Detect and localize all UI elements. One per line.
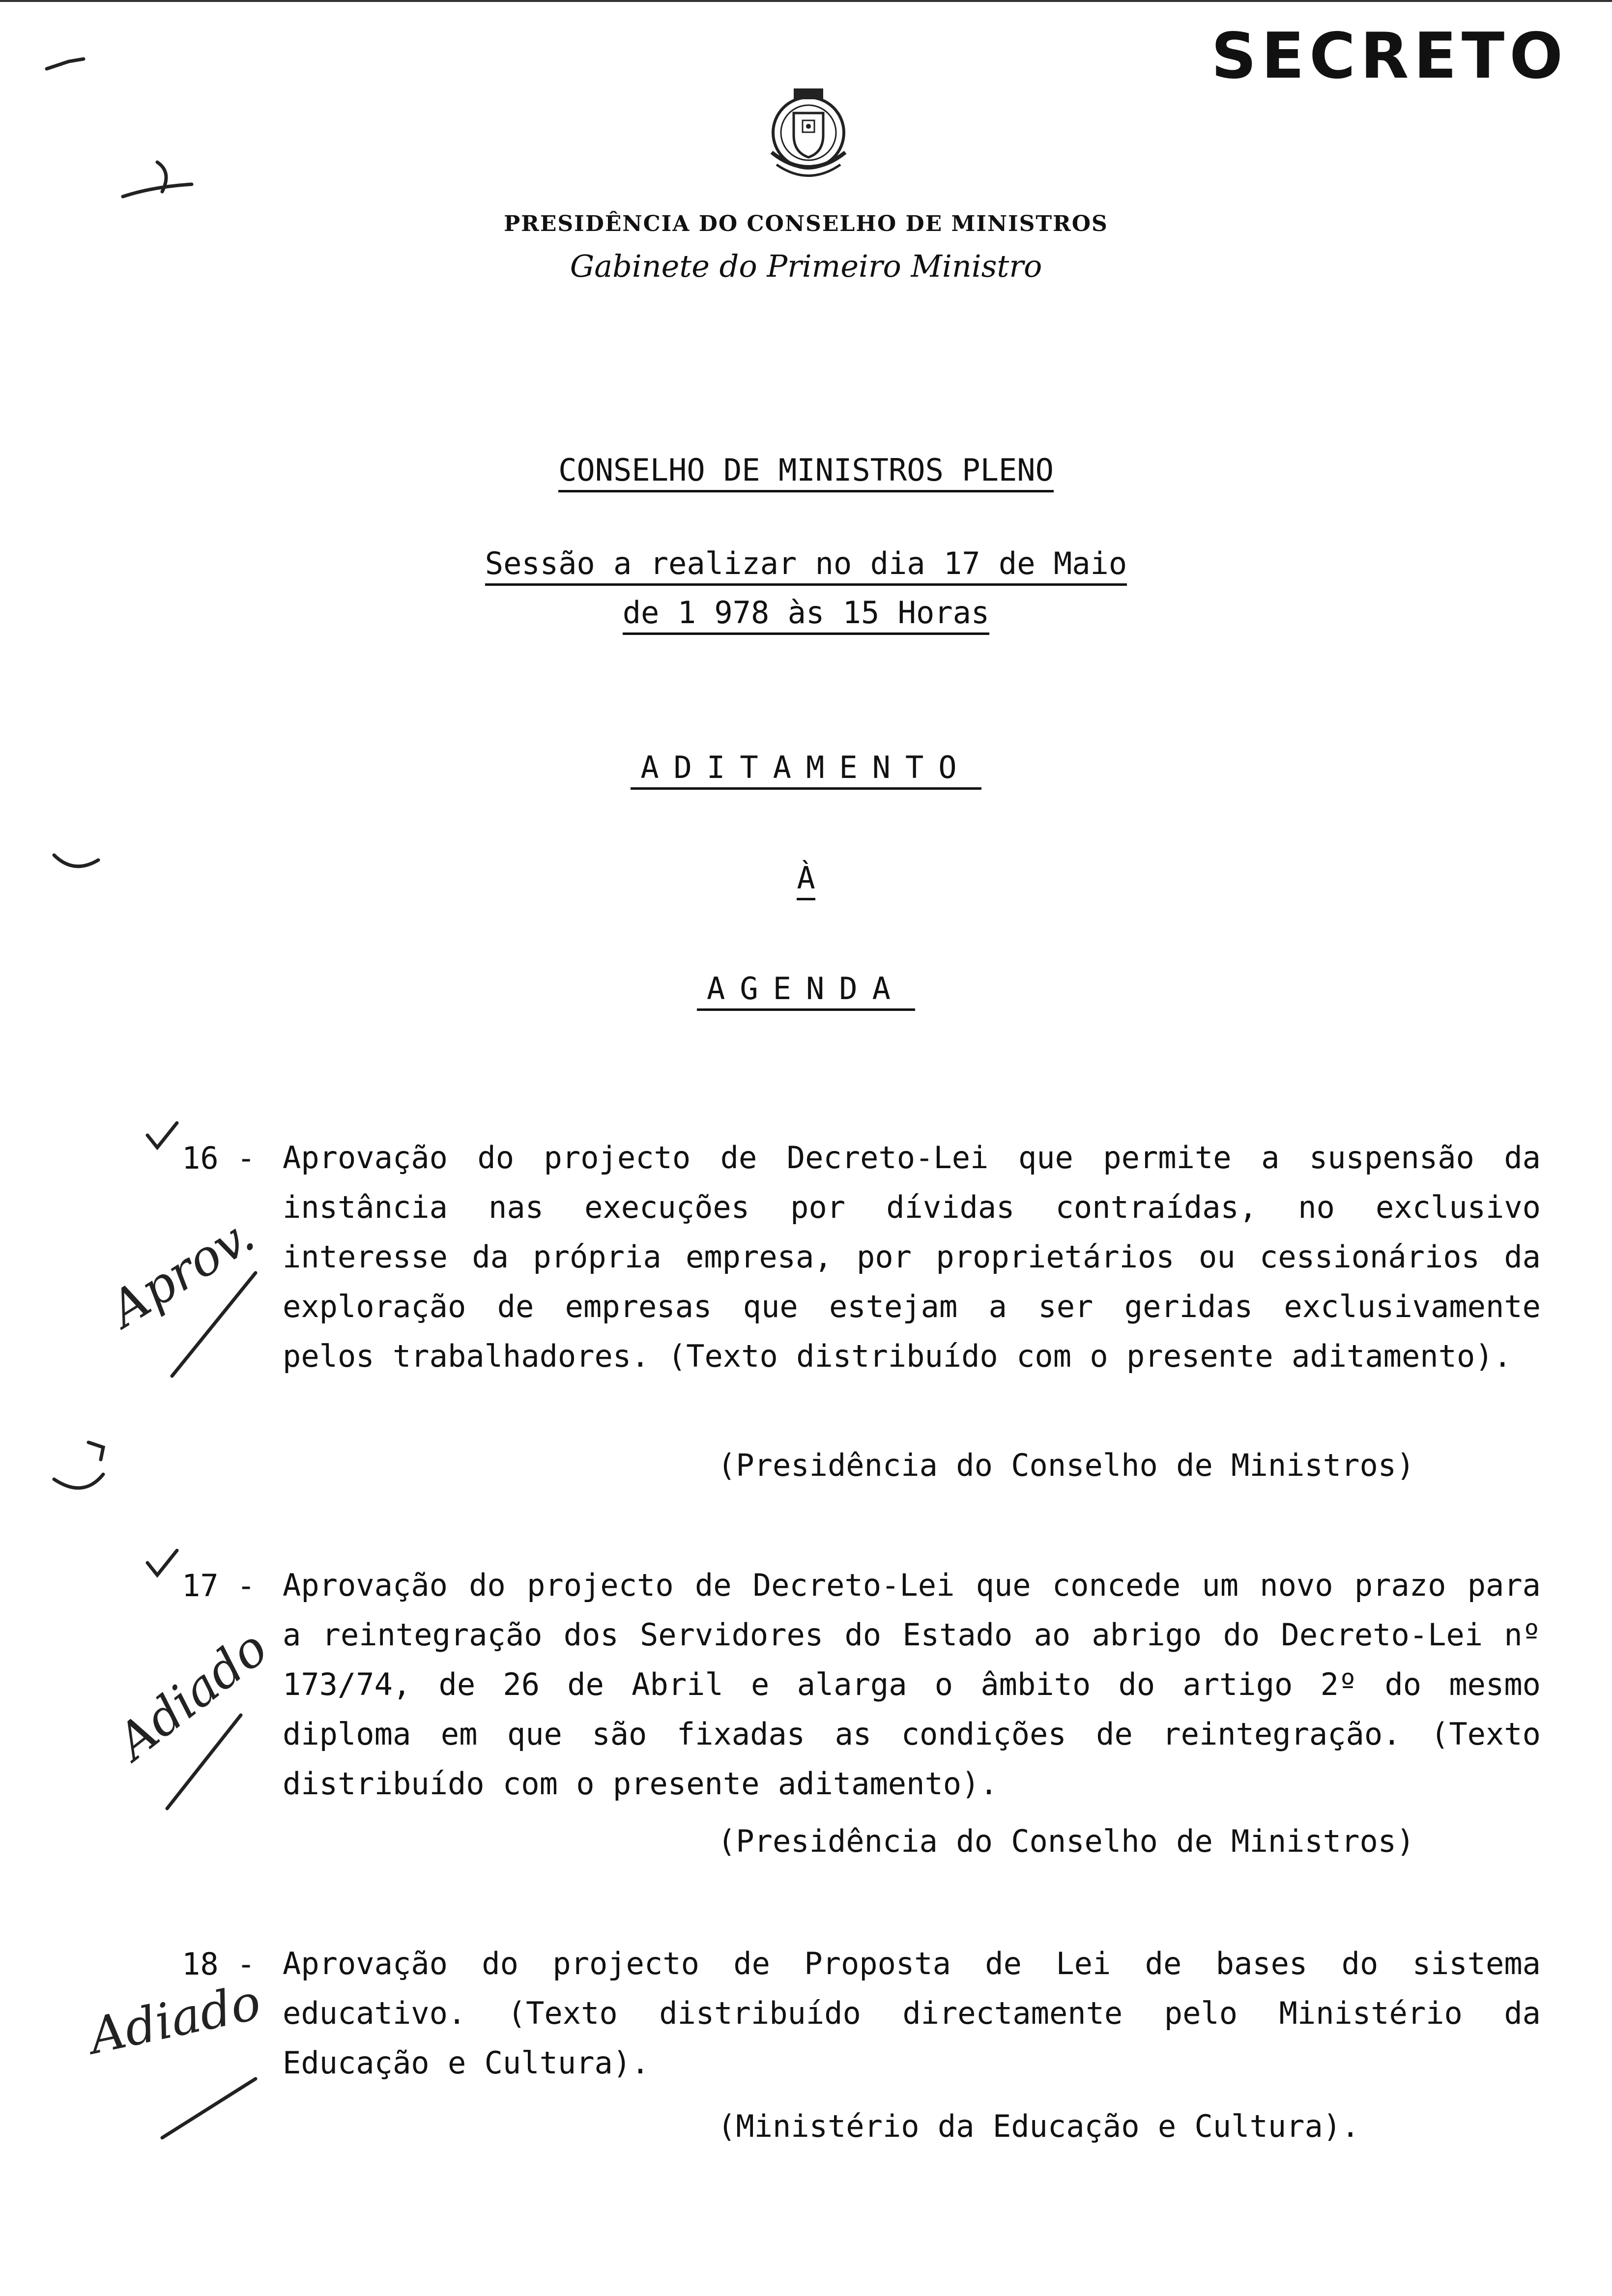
margin-mark-top-1 <box>47 59 84 69</box>
cabinet-subheading: Gabinete do Primeiro Ministro <box>570 248 1042 284</box>
slash-item-16 <box>172 1273 256 1376</box>
item-17-number: 17 - <box>182 1568 256 1604</box>
to-heading-text: À <box>797 860 815 900</box>
margin-mark-top-2 <box>123 162 192 197</box>
item-18-handwritten-note: Adiado <box>84 1973 266 2066</box>
item-17-handwritten-note: Adiado <box>106 1619 278 1771</box>
item-16-source: (Presidência do Conselho de Ministros) <box>718 1447 1415 1483</box>
item-17-text: Aprovação do projecto de Decreto-Lei que concede um novo prazo para a reintegração dos Servidores do Estado ao abrigo do Decreto-Lei nº 173/74, de 26 de Abril e alarga o âmbito do artigo 2º do mesmo diploma em que são fixadas as condições de reintegração. (Texto distribuído com o presente aditamento). <box>283 1567 1541 1802</box>
tick-item-16 <box>147 1123 177 1148</box>
tick-item-17 <box>147 1550 177 1575</box>
office-heading: PRESIDÊNCIA DO CONSELHO DE MINISTROS <box>504 211 1108 236</box>
item-16-number: 16 - <box>182 1140 256 1176</box>
slash-item-17 <box>167 1715 241 1808</box>
agenda-heading-text: AGENDA <box>697 971 915 1011</box>
margin-curve-2 <box>54 1442 103 1488</box>
item-18-source: (Ministério da Educação e Cultura). <box>718 2108 1360 2144</box>
classification-stamp: SECRETO <box>1211 20 1568 93</box>
session-line-1-text: Sessão a realizar no dia 17 de Maio <box>485 545 1127 586</box>
item-16-handwritten-note: Aprov. <box>100 1205 264 1339</box>
addendum-heading-text: ADITAMENTO <box>631 749 981 790</box>
item-18-text: Aprovação do projecto de Proposta de Lei de bases do sistema educativo. (Texto distribuído directamente pelo Ministério da Educação e Cultura). <box>283 1946 1541 2081</box>
item-17-source: (Presidência do Conselho de Ministros) <box>718 1823 1415 1859</box>
slash-item-18 <box>162 2079 256 2138</box>
session-line-2-text: de 1 978 às 15 Horas <box>623 595 990 635</box>
council-heading-text: CONSELHO DE MINISTROS PLENO <box>558 452 1054 492</box>
margin-curve-1 <box>54 855 98 866</box>
item-18-number: 18 - <box>182 1946 256 1982</box>
item-16-text: Aprovação do projecto de Decreto-Lei que permite a suspensão da instância nas execuções por dívidas contraídas, no exclusivo interesse da própria empresa, por proprietários ou cessionários da exploração de empresas que estejam a ser geridas exclusivamente pelos trabalhadores. (Texto distribuído com o presente aditamento). <box>283 1140 1541 1374</box>
